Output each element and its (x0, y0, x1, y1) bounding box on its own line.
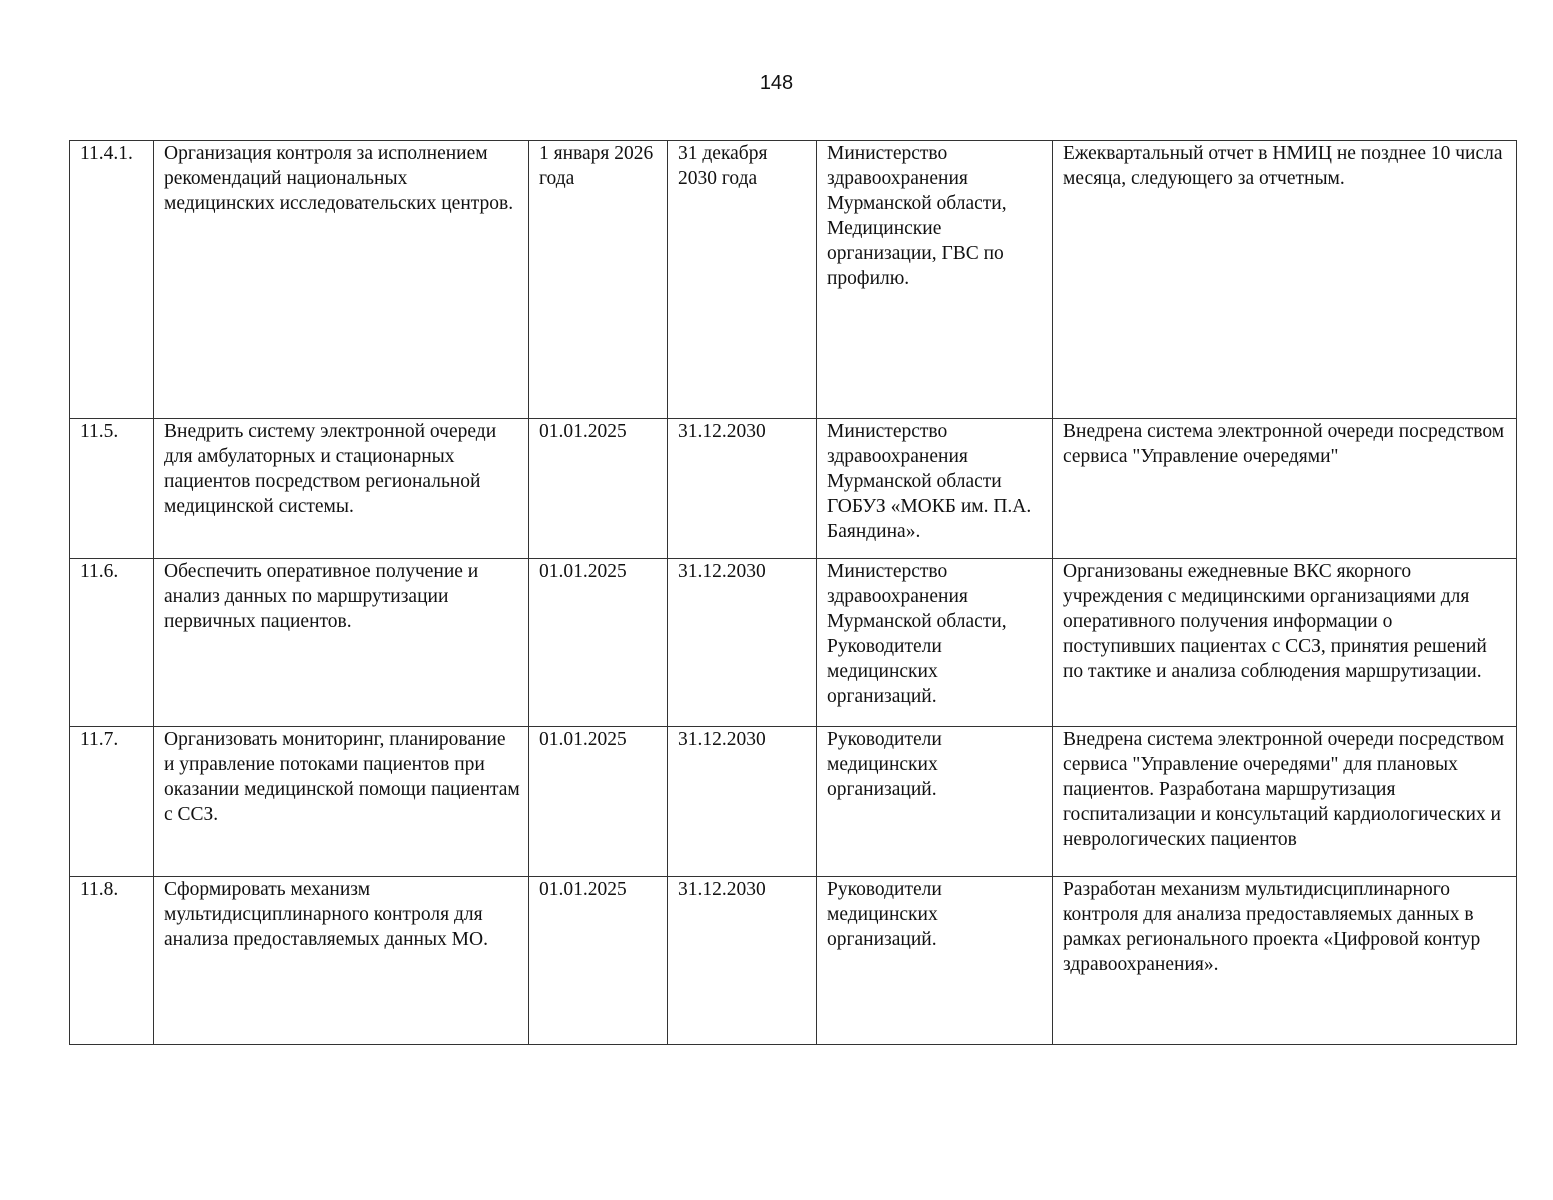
responsible-cell: Руководители медицинских организаций. (817, 877, 1053, 1045)
measures-table (69, 140, 1517, 1045)
end-date-cell: 31.12.2030 (668, 727, 817, 877)
responsible-cell: Министерство здравоохранения Мурманской области ГОБУЗ «МОКБ им. П.А. Баяндина». (817, 419, 1053, 559)
item-number-cell: 11.5. (70, 419, 154, 559)
item-number-cell: 11.4.1. (70, 141, 154, 419)
table-row (70, 727, 1517, 877)
responsible-cell: Руководители медицинских организаций. (817, 727, 1053, 877)
end-date-cell: 31 декабря 2030 года (668, 141, 817, 419)
result-cell: Ежеквартальный отчет в НМИЦ не позднее 10 числа месяца, следующего за отчетным. (1053, 141, 1517, 419)
table-row (70, 877, 1517, 1045)
action-cell: Организовать мониторинг, планирование и управление потоками пациентов при оказании медицинской помощи пациентам с ССЗ. (154, 727, 529, 877)
result-cell: Организованы ежедневные ВКС якорного учреждения с медицинскими организациями для оперативного получения информации о поступивших пациентах с ССЗ, принятия решений по тактике и анализа соблюдения маршрутизации. (1053, 559, 1517, 727)
table-row (70, 419, 1517, 559)
end-date-cell: 31.12.2030 (668, 877, 817, 1045)
item-number-cell: 11.7. (70, 727, 154, 877)
action-cell: Организация контроля за исполнением рекомендаций национальных медицинских исследовательских центров. (154, 141, 529, 419)
table-row (70, 141, 1517, 419)
responsible-cell: Министерство здравоохранения Мурманской области, Руководители медицинских организаций. (817, 559, 1053, 727)
end-date-cell: 31.12.2030 (668, 419, 817, 559)
start-date-cell: 01.01.2025 (529, 727, 668, 877)
start-date-cell: 01.01.2025 (529, 877, 668, 1045)
action-cell: Внедрить систему электронной очереди для амбулаторных и стационарных пациентов посредством региональной медицинской системы. (154, 419, 529, 559)
action-cell: Обеспечить оперативное получение и анализ данных по маршрутизации первичных пациентов. (154, 559, 529, 727)
item-number-cell: 11.8. (70, 877, 154, 1045)
responsible-cell: Министерство здравоохранения Мурманской области, Медицинские организации, ГВС по профилю. (817, 141, 1053, 419)
start-date-cell: 01.01.2025 (529, 419, 668, 559)
start-date-cell: 1 января 2026 года (529, 141, 668, 419)
table-row (70, 559, 1517, 727)
action-cell: Сформировать механизм мультидисциплинарного контроля для анализа предоставляемых данных МО. (154, 877, 529, 1045)
result-cell: Внедрена система электронной очереди посредством сервиса "Управление очередями" для плановых пациентов. Разработана маршрутизация госпитализации и консультаций кардиологических и неврологических пациентов (1053, 727, 1517, 877)
page-number: 148 (759, 72, 794, 94)
start-date-cell: 01.01.2025 (529, 559, 668, 727)
end-date-cell: 31.12.2030 (668, 559, 817, 727)
result-cell: Разработан механизм мультидисциплинарного контроля для анализа предоставляемых данных в рамках регионального проекта «Цифровой контур здравоохранения». (1053, 877, 1517, 1045)
item-number-cell: 11.6. (70, 559, 154, 727)
result-cell: Внедрена система электронной очереди посредством сервиса "Управление очередями" (1053, 419, 1517, 559)
